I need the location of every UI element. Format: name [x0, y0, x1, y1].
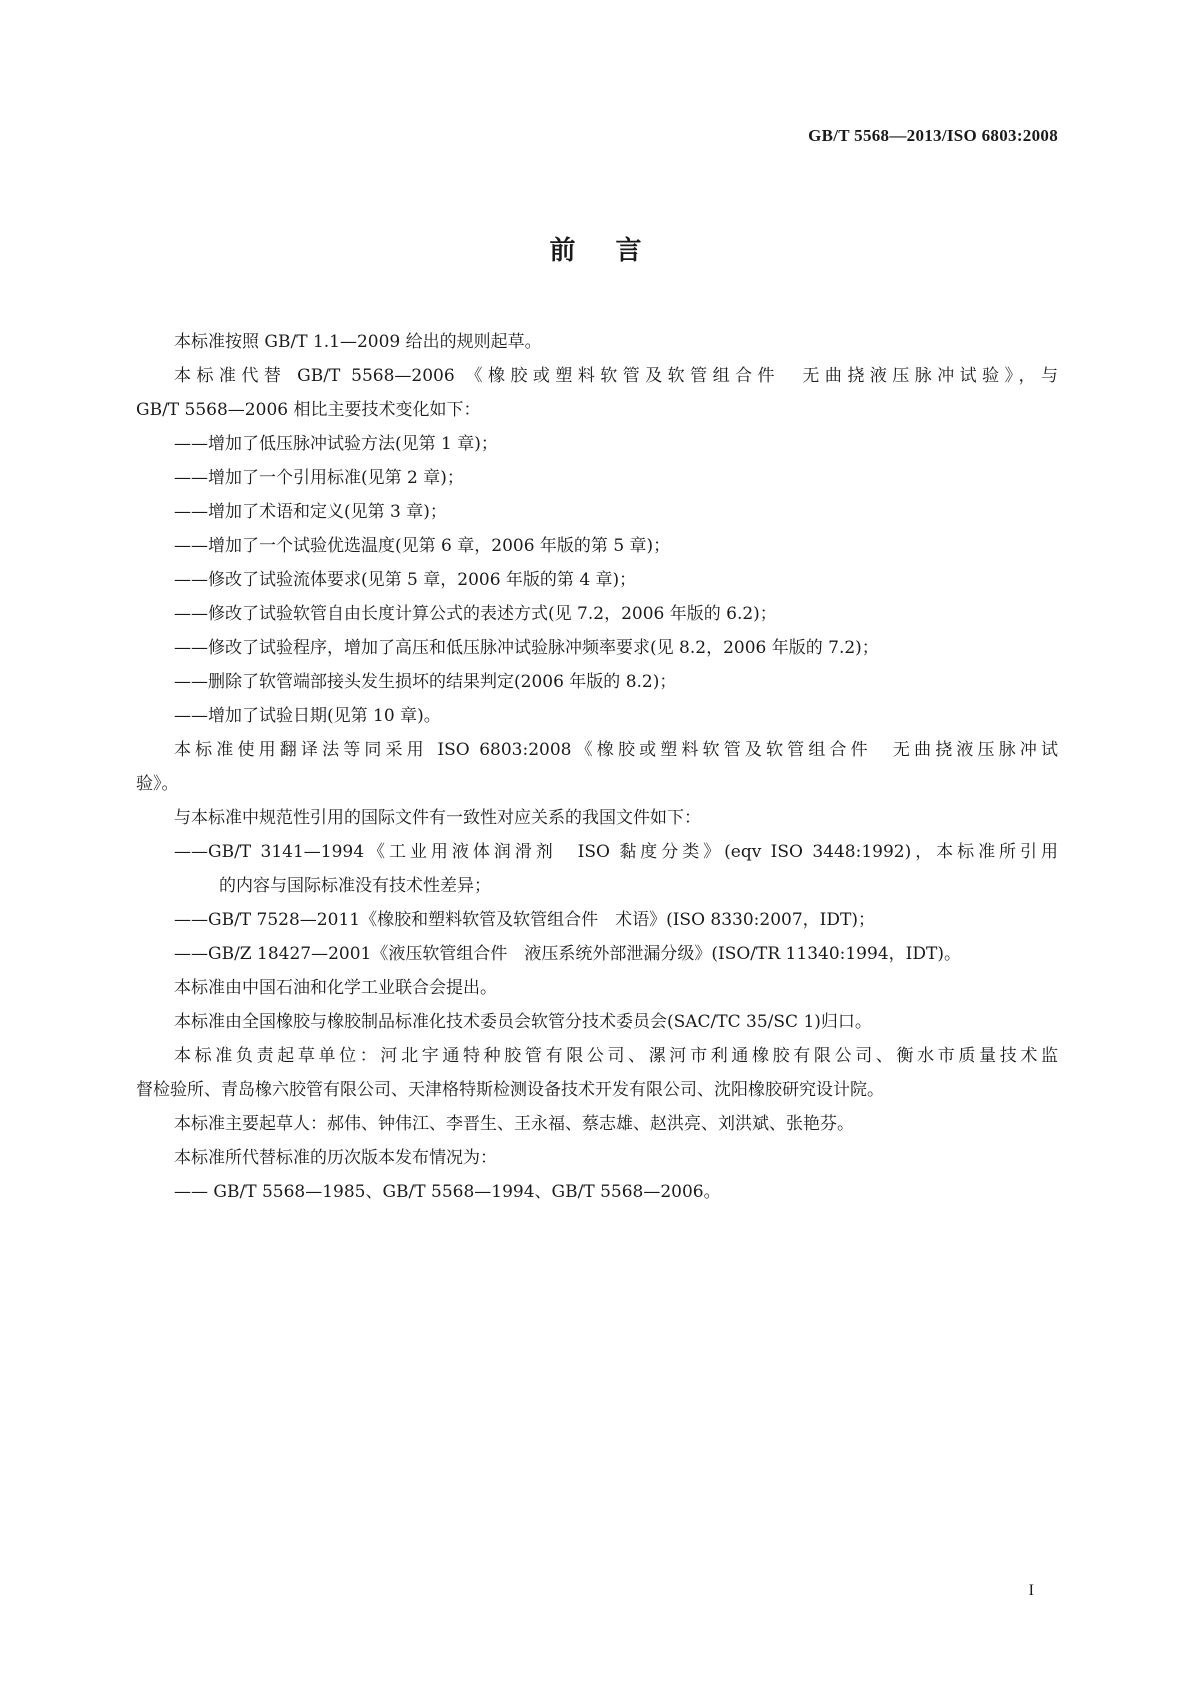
text-line: ——增加了一个试验优选温度(见第 6 章，2006 年版的第 5 章)； [174, 536, 671, 556]
text-line: 本标准主要起草人：郝伟、钟伟江、李晋生、王永福、蔡志雄、赵洪亮、刘洪斌、张艳芬。 [174, 1114, 854, 1134]
text-line: ——修改了试验软管自由长度计算公式的表述方式(见 7.2，2006 年版的 6.2)； [174, 604, 777, 624]
text-line: 验》。 [136, 774, 179, 794]
text-line: GB/T 5568—2006 相比主要技术变化如下： [136, 400, 481, 420]
text-line: 与本标准中规范性引用的国际文件有一致性对应关系的我国文件如下： [174, 808, 701, 828]
text-line: 的内容与国际标准没有技术性差异； [219, 876, 491, 896]
text-line: ——GB/T 7528—2011《橡胶和塑料软管及软管组合件 术语》(ISO 8330:2007，IDT)； [174, 910, 875, 930]
text-line: ——增加了一个引用标准(见第 2 章)； [174, 468, 464, 488]
text-line: ——增加了低压脉冲试验方法(见第 1 章)； [174, 434, 498, 454]
text-line: 本标准负责起草单位：河北宇通特种胶管有限公司、漯河市利通橡胶有限公司、衡水市质量技术监 [174, 1046, 1058, 1066]
text-line: ——增加了术语和定义(见第 3 章)； [174, 502, 447, 522]
text-line: 本标准由全国橡胶与橡胶制品标准化技术委员会软管分技术委员会(SAC/TC 35/SC 1)归口。 [174, 1012, 872, 1032]
text-line: 本标准使用翻译法等同采用 ISO 6803:2008《橡胶或塑料软管及软管组合件 无曲挠液压脉冲试 [174, 740, 1058, 760]
text-line: ——增加了试验日期(见第 10 章)。 [174, 706, 441, 726]
text-line: 本标准代替 GB/T 5568—2006 《橡胶或塑料软管及软管组合件 无曲挠液压脉冲试验》，与 [174, 366, 1058, 386]
text-line: ——GB/Z 18427—2001《液压软管组合件 液压系统外部泄漏分级》(ISO/TR 11340:1994，IDT)。 [174, 944, 961, 964]
document-body [136, 325, 1058, 1209]
text-line: —— GB/T 5568—1985、GB/T 5568—1994、GB/T 5568—2006。 [174, 1182, 721, 1202]
standard-code-header: GB/T 5568—2013/ISO 6803:2008 [808, 126, 1058, 145]
text-line: ——修改了试验流体要求(见第 5 章，2006 年版的第 4 章)； [174, 570, 637, 590]
page-title: 前言 [549, 236, 682, 266]
text-line: ——修改了试验程序，增加了高压和低压脉冲试验脉冲频率要求(见 8.2，2006 年版的 7.2)； [174, 638, 879, 658]
text-line: ——删除了软管端部接头发生损坏的结果判定(2006 年版的 8.2)； [174, 672, 677, 692]
text-line: 本标准按照 GB/T 1.1—2009 给出的规则起草。 [174, 332, 542, 352]
text-line: 本标准由中国石油和化学工业联合会提出。 [174, 978, 497, 998]
page-number: I [1028, 1582, 1034, 1599]
text-line: 本标准所代替标准的历次版本发布情况为： [174, 1148, 497, 1168]
text-line: 督检验所、青岛橡六胶管有限公司、天津格特斯检测设备技术开发有限公司、沈阳橡胶研究设计院。 [136, 1080, 884, 1100]
text-line: ——GB/T 3141—1994《工业用液体润滑剂 ISO 黏度分类》(eqv ISO 3448:1992)，本标准所引用 [174, 842, 1058, 862]
